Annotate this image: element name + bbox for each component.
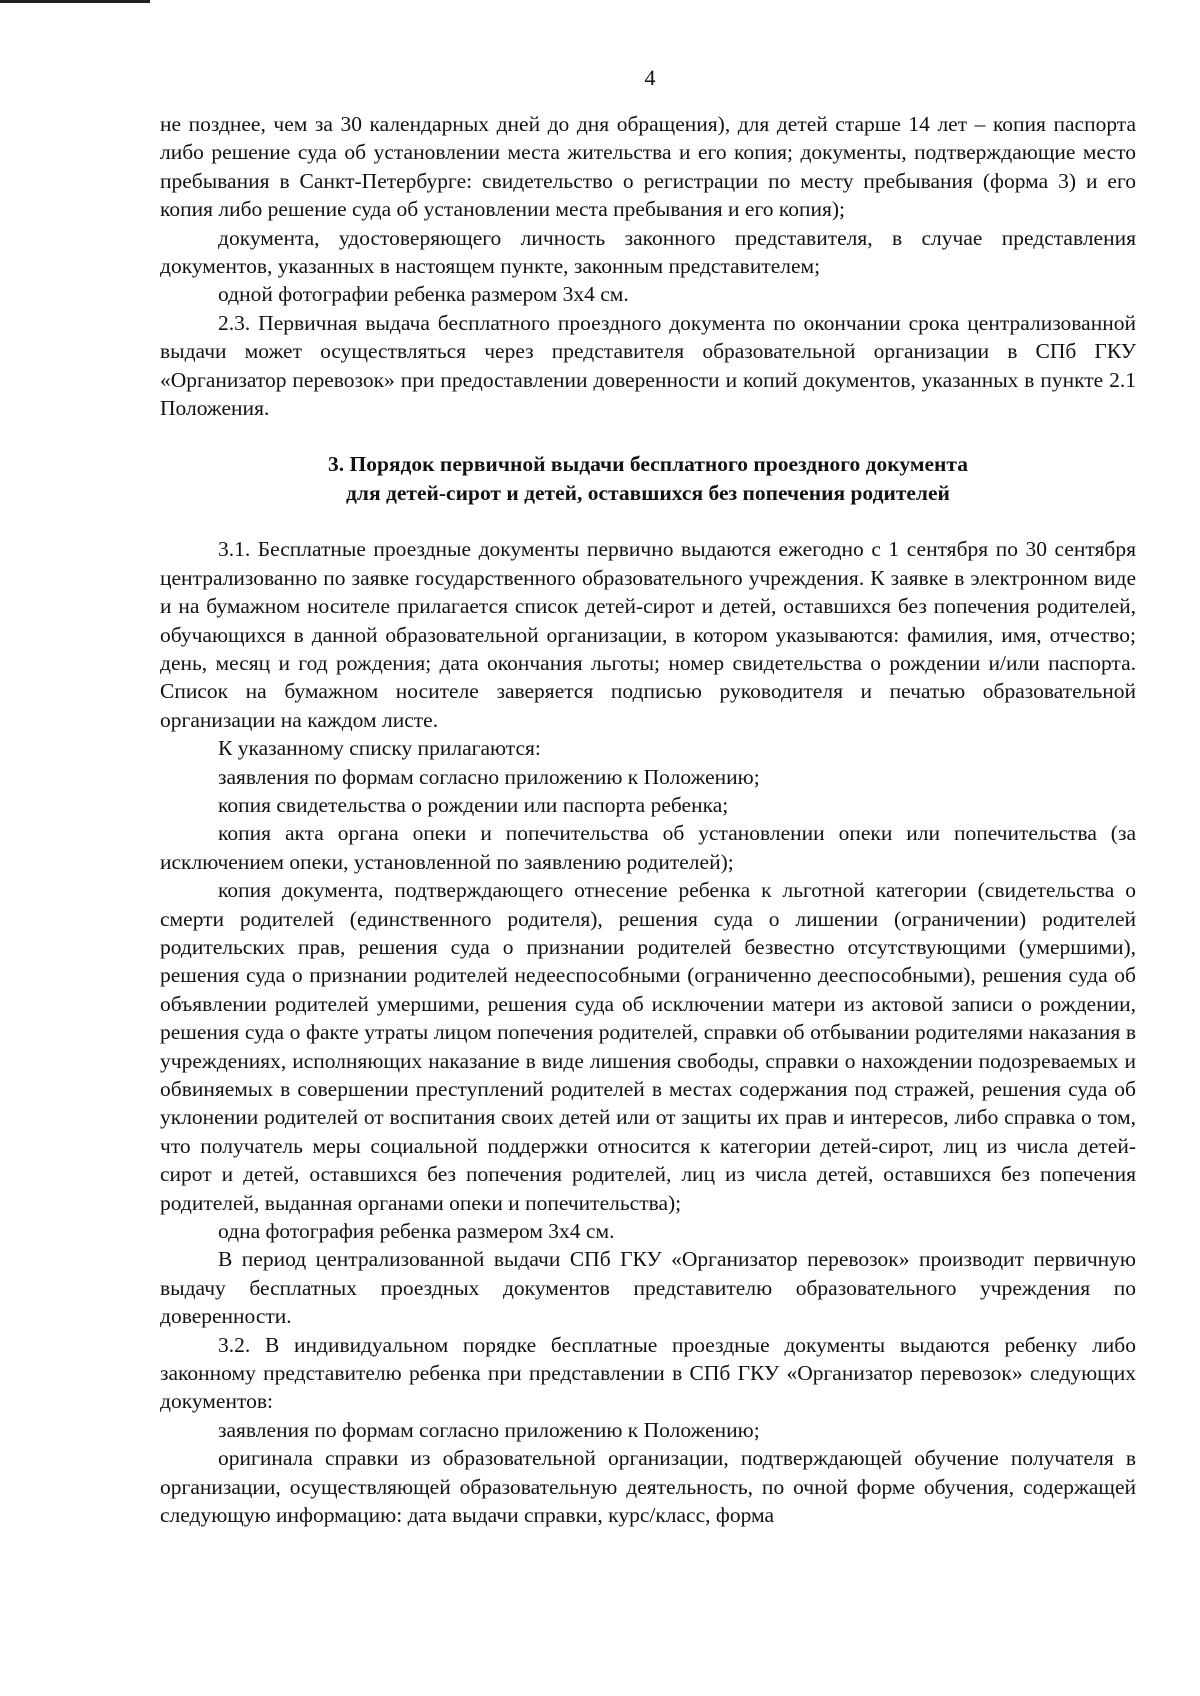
list-item-applications-individual: заявления по формам согласно приложению к Положению;	[218, 1417, 760, 1442]
paragraph-continuation: не позднее, чем за 30 календарных дней до дня обращения), для детей старше 14 лет – копия паспорта либо решение суда об установлении места жительства и его копия; документы, подтверждающие место пребывания в Санкт-Петербурге: свидетельство о регистрации по месту пребывания (форма 3) и его копия либо решение суда об установлении места пребывания и его копия);	[160, 112, 1136, 222]
document-body	[160, 110, 1136, 1530]
paragraph-2-3: 2.3. Первичная выдача бесплатного проездного документа по окончании срока централизованной выдачи может осуществляться через представителя образовательной организации в СПб ГКУ «Организатор перевозок» при предоставлении доверенности и копий документов, указанных в пункте 2.1 Положения.	[160, 310, 1136, 421]
section-heading-line-2: для детей-сирот и детей, оставшихся без попечения родителей	[346, 480, 950, 505]
paragraph-list-attached: К указанному списку прилагаются:	[218, 736, 541, 761]
list-item-guardianship-act: копия акта органа опеки и попечительства об установлении опеки или попечительства (за исключением опеки, установленной по заявлению родителей);	[160, 821, 1136, 874]
paragraph-3-2: 3.2. В индивидуальном порядке бесплатные проездные документы выдаются ребенку либо законному представителю ребенка при представлении в СПб ГКУ «Организатор перевозок» следующих документов:	[160, 1332, 1136, 1414]
paragraph-3-1: 3.1. Бесплатные проездные документы первично выдаются ежегодно с 1 сентября по 30 сентября централизованно по заявке государственного образовательного учреждения. К заявке в электронном виде и на бумажном носителе прилагается список детей-сирот и детей, оставшихся без попечения родителей, обучающихся в данной образовательной организации, в котором указываются: фамилия, имя, отчество; день, месяц и год рождения; дата окончания льготы; номер свидетельства о рождении и/или паспорта. Список на бумажном носителе заверяется подписью руководителя и печатью образовательной организации на каждом листе.	[160, 537, 1136, 732]
paragraph-centralized-issue: В период централизованной выдачи СПб ГКУ «Организатор перевозок» производит первичную выдачу бесплатных проездных документов представителю образовательного учреждения по доверенности.	[160, 1247, 1136, 1329]
section-heading-line-1: 3. Порядок первичной выдачи бесплатного проездного документа	[327, 452, 968, 477]
paragraph-photo: одной фотографии ребенка размером 3х4 см.	[218, 282, 629, 307]
scan-edge-mark	[0, 0, 150, 3]
section-3-heading	[160, 450, 1136, 507]
page-number: 4	[644, 65, 656, 90]
list-item-original-certificate: оригинала справки из образовательной организации, подтверждающей обучение получателя в организации, осуществляющей образовательную деятельность, по очной форме обучения, содержащей следующую информацию: дата выдачи справки, курс/класс, форма	[160, 1446, 1136, 1528]
list-item-birth-certificate: копия свидетельства о рождении или паспорта ребенка;	[218, 792, 729, 817]
list-item-category-document: копия документа, подтверждающего отнесение ребенка к льготной категории (свидетельства о смерти родителей (единственного родителя), решения суда о лишении (ограничении) родителей родительских прав, решения суда о признании родителей безвестно отсутствующими (умершими), решения суда о признании родителей недееспособными (ограниченно дееспособными), решения суда об объявлении родителей умершими, решения суда об исключении матери из актовой записи о рождении, решения суда о факте утраты лицом попечения родителей, справки об отбывании родителями наказания в учреждениях, исполняющих наказание в виде лишения свободы, справки о нахождении подозреваемых и обвиняемых в совершении преступлений родителей в местах содержания под стражей, решения суда об уклонении родителей от воспитания своих детей или от защиты их прав и интересов, либо справка о том, что получатель меры социальной поддержки относится к категории детей-сирот, лиц из числа детей-сирот и детей, оставшихся без попечения родителей, лиц из числа детей, оставшихся без попечения родителей, выданная органами опеки и попечительства);	[160, 878, 1136, 1215]
list-item-applications: заявления по формам согласно приложению к Положению;	[218, 764, 760, 789]
list-item-photo: одна фотография ребенка размером 3х4 см.	[218, 1219, 615, 1244]
paragraph-representative-id: документа, удостоверяющего личность законного представителя, в случае представления документов, указанных в настоящем пункте, законным представителем;	[160, 225, 1136, 279]
